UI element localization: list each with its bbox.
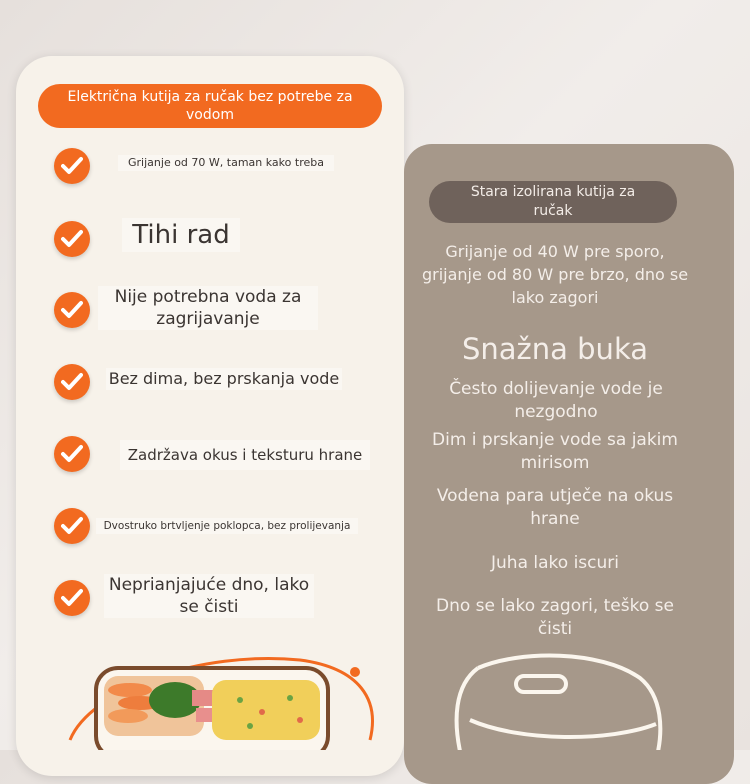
- lunchbox-icon: [96, 668, 328, 750]
- drawback-smoke: Dim i prskanje vode sa jakim mirisom: [432, 430, 678, 473]
- feature-double-seal: Dvostruko brtvljenje poklopca, bez prolijevanja: [96, 518, 358, 534]
- drawback-noise: Snažna buka: [462, 332, 648, 366]
- drawback-burn: Dno se lako zagori, teško se čisti: [436, 596, 674, 639]
- feature-no-water: Nije potrebna voda za zagrijavanje: [98, 286, 318, 330]
- feature-keeps-taste: Zadržava okus i teksturu hrane: [120, 440, 370, 470]
- electric-lunchbox-header: Električna kutija za ručak bez potrebe za vodom: [38, 84, 382, 128]
- feature-nonstick: Neprianjajuće dno, lako se čisti: [104, 574, 314, 618]
- drawback-leak: Juha lako iscuri: [491, 553, 619, 573]
- feature-quiet: Tihi rad: [122, 218, 240, 252]
- old-lunchbox-outline-icon: [457, 656, 661, 750]
- swirl-dot: [350, 667, 360, 677]
- drawback-steam: Vodena para utječe na okus hrane: [436, 486, 674, 529]
- feature-heating-70w: Grijanje od 70 W, taman kako treba: [118, 155, 334, 171]
- old-lunchbox-header-label: Stara izolirana kutija za ručak: [470, 184, 636, 219]
- feature-no-smoke: Bez dima, bez prskanja vode: [106, 368, 342, 390]
- drawback-refill-water: Često dolijevanje vode je nezgodno: [449, 379, 663, 422]
- drawback-heating: Grijanje od 40 W pre sporo, grijanje od 80 W pre brzo, dno se lako zagori: [421, 242, 689, 307]
